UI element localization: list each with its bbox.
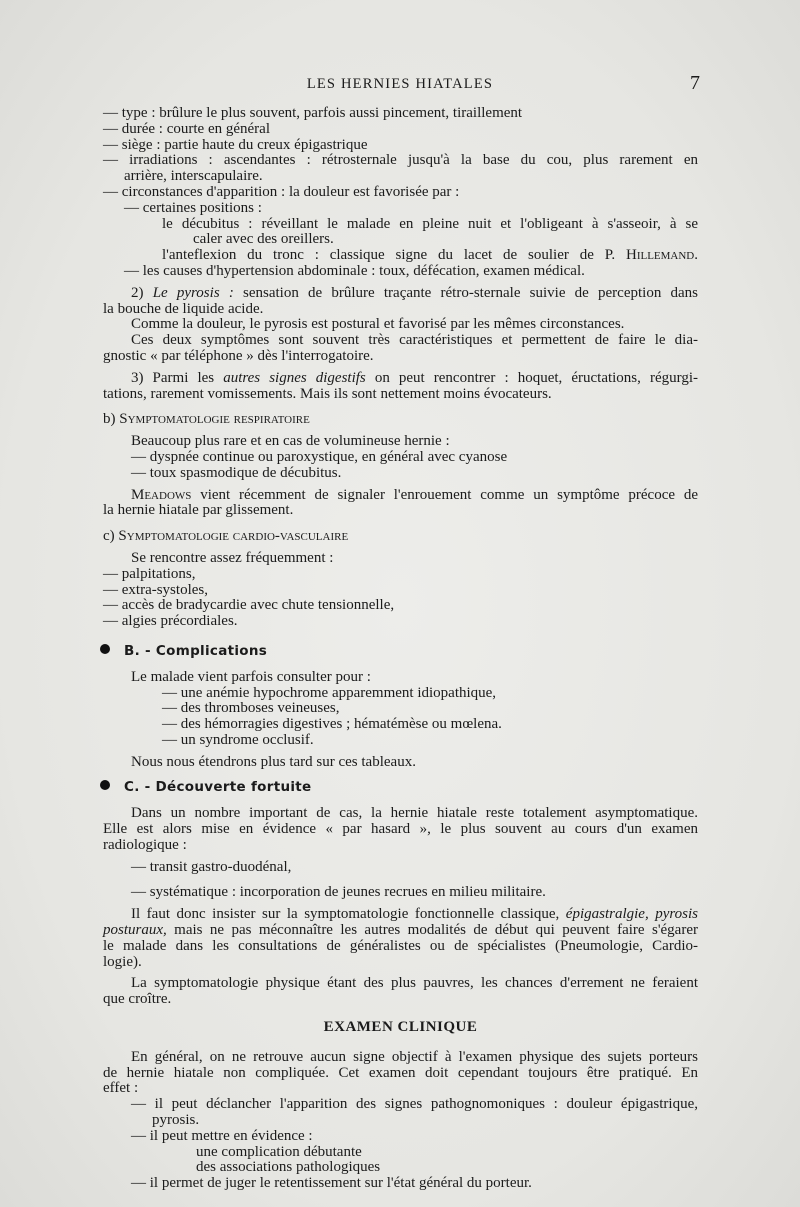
list-item-continuation: caler avec des oreillers.: [193, 231, 334, 248]
paragraph-pyrosis: [103, 286, 698, 302]
paragraph-line: gnostic « par téléphone » dès l'interrogatoire.: [103, 347, 374, 364]
paragraph-line: radiologique :: [103, 836, 187, 853]
paragraph-text: mais ne pas méconnaître les autres modalités de début qui peuvent faire s'égarer: [166, 922, 698, 939]
list-item: — certaines positions :: [124, 199, 262, 216]
page-header: [0, 74, 800, 96]
heading-text: Symptomatologie cardio-vasculaire: [118, 528, 349, 545]
emphasis-text: épigastralgie, pyrosis: [565, 906, 698, 923]
list-item: — siège : partie haute du creux épigastrique: [103, 136, 368, 153]
paragraph-title: Le pyrosis :: [152, 284, 234, 301]
paragraph-number: 2): [131, 284, 153, 301]
list-item: — il peut mettre en évidence :: [131, 1127, 313, 1144]
author-name: Meadows: [131, 486, 192, 503]
list-item-continuation: pyrosis.: [152, 1112, 200, 1129]
paragraph-line: Nous nous étendrons plus tard sur ces tableaux.: [131, 753, 416, 770]
paragraph-line: tations, rarement vomissements. Mais ils sont nettement moins évocateurs.: [103, 385, 552, 402]
list-item: — des thromboses veineuses,: [162, 700, 340, 717]
paragraph-line: la bouche de liquide acide.: [103, 300, 264, 317]
running-title: LES HERNIES HIATALES: [306, 76, 494, 92]
list-item: — des hémorragies digestives ; hématémèse ou mœlena.: [162, 716, 502, 733]
paragraph-line: [103, 923, 698, 939]
paragraph-text: sensation de brûlure traçante rétro-sternale suivie de perception dans: [233, 284, 699, 301]
heading-text: B. - Complications: [124, 642, 268, 659]
list-item: — systématique : incorporation de jeunes recrues en milieu militaire.: [131, 884, 546, 901]
paragraph-line: Ces deux symptômes sont souvent très caractéristiques et permettent de faire le dia-: [131, 332, 698, 349]
author-name: Hillemand.: [625, 247, 698, 264]
paragraph-line: la hernie hiatale par glissement.: [103, 502, 294, 519]
emphasis-text: autres signes digestifs: [223, 369, 366, 386]
list-item-continuation: arrière, interscapulaire.: [124, 168, 263, 185]
list-item: — toux spasmodique de décubitus.: [131, 464, 342, 481]
list-item: le décubitus : réveillant le malade en pleine nuit et l'obligeant à s'asseoir, à se: [162, 215, 698, 232]
paragraph-line: de hernie hiatale non compliquée. Cet examen doit cependant toujours être pratiqué. En: [103, 1064, 698, 1081]
page-number: 7: [690, 72, 700, 94]
list-item: — extra-systoles,: [103, 581, 208, 598]
list-item-text: l'anteflexion du tronc : classique signe du lacet de soulier de P.: [162, 247, 626, 264]
paragraph-line: effet :: [103, 1080, 139, 1097]
bullet-icon: [100, 644, 110, 654]
list-item: — accès de bradycardie avec chute tensionnelle,: [103, 597, 395, 614]
list-item: — les causes d'hypertension abdominale : toux, défécation, examen médical.: [124, 262, 585, 279]
paragraph-other-signs: [103, 371, 698, 387]
section-heading-decouverte: [103, 780, 698, 796]
paragraph-text: vient récemment de signaler l'enrouement comme un symptôme précoce de: [191, 486, 698, 503]
paragraph-line: Beaucoup plus rare et en cas de volumineuse hernie :: [131, 433, 450, 450]
section-heading-complications: [103, 644, 698, 660]
paragraph-line: [103, 907, 698, 923]
list-item: — un syndrome occlusif.: [162, 731, 314, 748]
page-body: [103, 106, 698, 1192]
paragraph-text: 3) Parmi les: [131, 369, 224, 386]
list-subitem: des associations pathologiques: [196, 1159, 381, 1176]
section-heading-respiratory: [103, 412, 698, 428]
list-item: — circonstances d'apparition : la douleur est favorisée par :: [103, 183, 460, 200]
list-item: — il peut déclancher l'apparition des signes pathognomoniques : douleur épigastrique,: [131, 1096, 698, 1113]
paragraph-line: que croître.: [103, 991, 172, 1008]
paragraph-line: Se rencontre assez fréquemment :: [131, 549, 334, 566]
list-item: — dyspnée continue ou paroxystique, en général avec cyanose: [131, 448, 508, 465]
heading-letter: b): [103, 411, 120, 428]
section-heading-cardio: [103, 529, 698, 545]
paragraph-meadows: [103, 488, 698, 504]
paragraph-line: Le malade vient parfois consulter pour :: [131, 668, 371, 685]
list-item: — irradiations : ascendantes : rétrosternale jusqu'à la base du cou, plus rarement en: [103, 152, 698, 169]
paragraph-line: Dans un nombre important de cas, la hernie hiatale reste totalement asymptomatique.: [131, 805, 698, 822]
paragraph-text: Il faut donc insister sur la symptomatologie fonctionnelle classique,: [131, 906, 566, 923]
list-item: — algies précordiales.: [103, 613, 238, 630]
paragraph-line: La symptomatologie physique étant des plus pauvres, les chances d'errement ne feraient: [131, 975, 698, 992]
paragraph-text: on peut rencontrer : hoquet, éructations, régurgi-: [365, 369, 698, 386]
heading-text: C. - Découverte fortuite: [124, 779, 312, 796]
paragraph-line: Comme la douleur, le pyrosis est postural et favorisé par les mêmes circonstances.: [131, 316, 625, 333]
list-item: — transit gastro-duodénal,: [131, 858, 292, 875]
section-heading-examen: EXAMEN CLINIQUE: [323, 1019, 478, 1036]
list-item: [103, 248, 698, 264]
paragraph-line: Elle est alors mise en évidence « par hasard », le plus souvent au cours d'un examen: [103, 821, 698, 838]
list-item: — durée : courte en général: [103, 120, 270, 137]
list-item: — type : brûlure le plus souvent, parfois aussi pincement, tiraillement: [103, 105, 523, 121]
list-item: — une anémie hypochrome apparemment idiopathique,: [162, 684, 497, 701]
paragraph-line: le malade dans les consultations de généralistes ou de spécialistes (Pneumologie, Cardio-: [103, 937, 698, 954]
list-item: — il permet de juger le retentissement sur l'état général du porteur.: [131, 1175, 532, 1192]
emphasis-text: posturaux,: [103, 922, 167, 939]
list-subitem: une complication débutante: [196, 1143, 362, 1160]
bullet-icon: [100, 780, 110, 790]
list-item: — palpitations,: [103, 565, 196, 582]
heading-text: Symptomatologie respiratoire: [119, 411, 310, 428]
paragraph-line: logie).: [103, 953, 142, 970]
paragraph-line: En général, on ne retrouve aucun signe objectif à l'examen physique des sujets porteurs: [131, 1048, 698, 1065]
heading-letter: c): [103, 528, 119, 545]
